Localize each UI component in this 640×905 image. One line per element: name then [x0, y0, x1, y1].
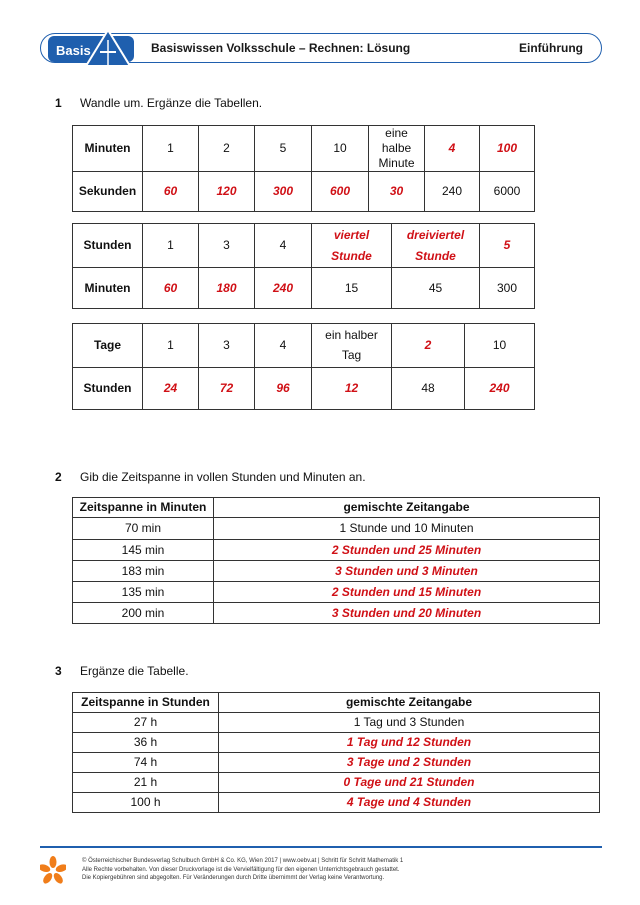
answer-cell: 240 [465, 368, 535, 410]
footer-divider [40, 846, 602, 848]
table-cell: 1 [143, 224, 199, 268]
answer-cell: 12 [312, 368, 392, 410]
table-cell: eine halbe Minute [369, 126, 425, 172]
task-number: 3 [55, 664, 62, 678]
task-number: 2 [55, 470, 62, 484]
table-row [73, 773, 600, 793]
table-cell: 5 [255, 126, 312, 172]
answer-cell: 96 [255, 368, 312, 410]
answer-cell: 4 Tage und 4 Stunden [219, 793, 600, 813]
logo-text: Basis [56, 43, 91, 58]
table-cell: 36 h [73, 733, 219, 753]
answer-cell: 240 [255, 268, 312, 309]
table-cell: 21 h [73, 773, 219, 793]
table-row [73, 582, 600, 603]
row-label: Tage [73, 324, 143, 368]
table-cell: 74 h [73, 753, 219, 773]
table-cell: 4 [255, 224, 312, 268]
table-row [73, 518, 600, 540]
header-title: Basiswissen Volksschule – Rechnen: Lösung [151, 41, 411, 55]
task-instruction: Ergänze die Tabelle. [80, 664, 189, 678]
answer-cell: 5 [480, 224, 535, 268]
oebv-star-icon [40, 856, 66, 884]
table-minuten-sekunden [72, 125, 535, 212]
answer-cell: 60 [143, 268, 199, 309]
footer-line: © Österreichischer Bundesverlag Schulbuch GmbH & Co. KG, Wien 2017 | www.oebv.at | Schritt für Schritt Mathematik 1 [82, 858, 404, 864]
footer-line: Die Kopiergebühren sind abgegolten. Für Veränderungen durch Dritte übernimmt der Verlag keine Verantwortung. [82, 875, 385, 881]
table-cell: 3 [199, 324, 255, 368]
table-hours-conversion [72, 692, 600, 813]
table-cell: 45 [392, 268, 480, 309]
table-tage-stunden [72, 323, 535, 410]
column-header: Zeitspanne in Stunden [73, 693, 219, 713]
footer-line: Alle Rechte vorbehalten. Von dieser Druckvorlage ist die Vervielfältigung für den eigenen Unterrichtsgebrauch gestattet. [82, 866, 400, 873]
table-row [73, 540, 600, 561]
table-cell: 240 [425, 172, 480, 212]
table-stunden-minuten [72, 223, 535, 309]
table-cell: 4 [255, 324, 312, 368]
answer-cell: 3 Tage und 2 Stunden [219, 753, 600, 773]
table-cell: 10 [465, 324, 535, 368]
answer-cell: 2 Stunden und 15 Minuten [214, 582, 600, 603]
table-cell: 300 [480, 268, 535, 309]
table-cell: 3 [199, 224, 255, 268]
table-cell: 2 [199, 126, 255, 172]
table-cell: 100 h [73, 793, 219, 813]
basis-logo-icon [48, 28, 134, 68]
task-number: 1 [55, 96, 62, 110]
table-cell: 27 h [73, 713, 219, 733]
answer-cell: 72 [199, 368, 255, 410]
table-cell: 200 min [73, 603, 214, 624]
answer-cell: viertel Stunde [312, 224, 392, 268]
table-cell: 135 min [73, 582, 214, 603]
footer-copyright [82, 857, 403, 883]
answer-cell: 0 Tage und 21 Stunden [219, 773, 600, 793]
answer-cell: dreiviertel Stunde [392, 224, 480, 268]
table-cell: 1 [143, 126, 199, 172]
answer-cell: 1 Tag und 12 Stunden [219, 733, 600, 753]
row-label: Stunden [73, 224, 143, 268]
column-header: gemischte Zeitangabe [214, 498, 600, 518]
row-label: Minuten [73, 268, 143, 309]
row-label: Minuten [73, 126, 143, 172]
table-cell: ein halber Tag [312, 324, 392, 368]
answer-cell: 300 [255, 172, 312, 212]
task-instruction: Gib die Zeitspanne in vollen Stunden und Minuten an. [80, 470, 366, 484]
row-label: Stunden [73, 368, 143, 410]
answer-cell: 30 [369, 172, 425, 212]
table-cell: 10 [312, 126, 369, 172]
table-row [73, 603, 600, 624]
answer-cell: 600 [312, 172, 369, 212]
table-cell: 70 min [73, 518, 214, 540]
answer-cell: 3 Stunden und 3 Minuten [214, 561, 600, 582]
header-section: Einführung [519, 41, 583, 55]
table-row [73, 733, 600, 753]
column-header: gemischte Zeitangabe [219, 693, 600, 713]
table-row [73, 753, 600, 773]
task-instruction: Wandle um. Ergänze die Tabellen. [80, 96, 263, 110]
answer-cell: 24 [143, 368, 199, 410]
answer-cell: 100 [480, 126, 535, 172]
answer-cell: 4 [425, 126, 480, 172]
table-cell: 48 [392, 368, 465, 410]
answer-cell: 60 [143, 172, 199, 212]
table-row [73, 713, 600, 733]
answer-cell: 180 [199, 268, 255, 309]
answer-cell: 3 Stunden und 20 Minuten [214, 603, 600, 624]
answer-cell: 2 [392, 324, 465, 368]
table-cell: 15 [312, 268, 392, 309]
table-minutes-conversion [72, 497, 600, 624]
table-cell: 145 min [73, 540, 214, 561]
table-cell: 183 min [73, 561, 214, 582]
table-cell: 1 Tag und 3 Stunden [219, 713, 600, 733]
table-row [73, 793, 600, 813]
row-label: Sekunden [73, 172, 143, 212]
table-cell: 1 [143, 324, 199, 368]
table-cell: 1 Stunde und 10 Minuten [214, 518, 600, 540]
table-row [73, 561, 600, 582]
column-header: Zeitspanne in Minuten [73, 498, 214, 518]
table-cell: 6000 [480, 172, 535, 212]
answer-cell: 120 [199, 172, 255, 212]
answer-cell: 2 Stunden und 25 Minuten [214, 540, 600, 561]
